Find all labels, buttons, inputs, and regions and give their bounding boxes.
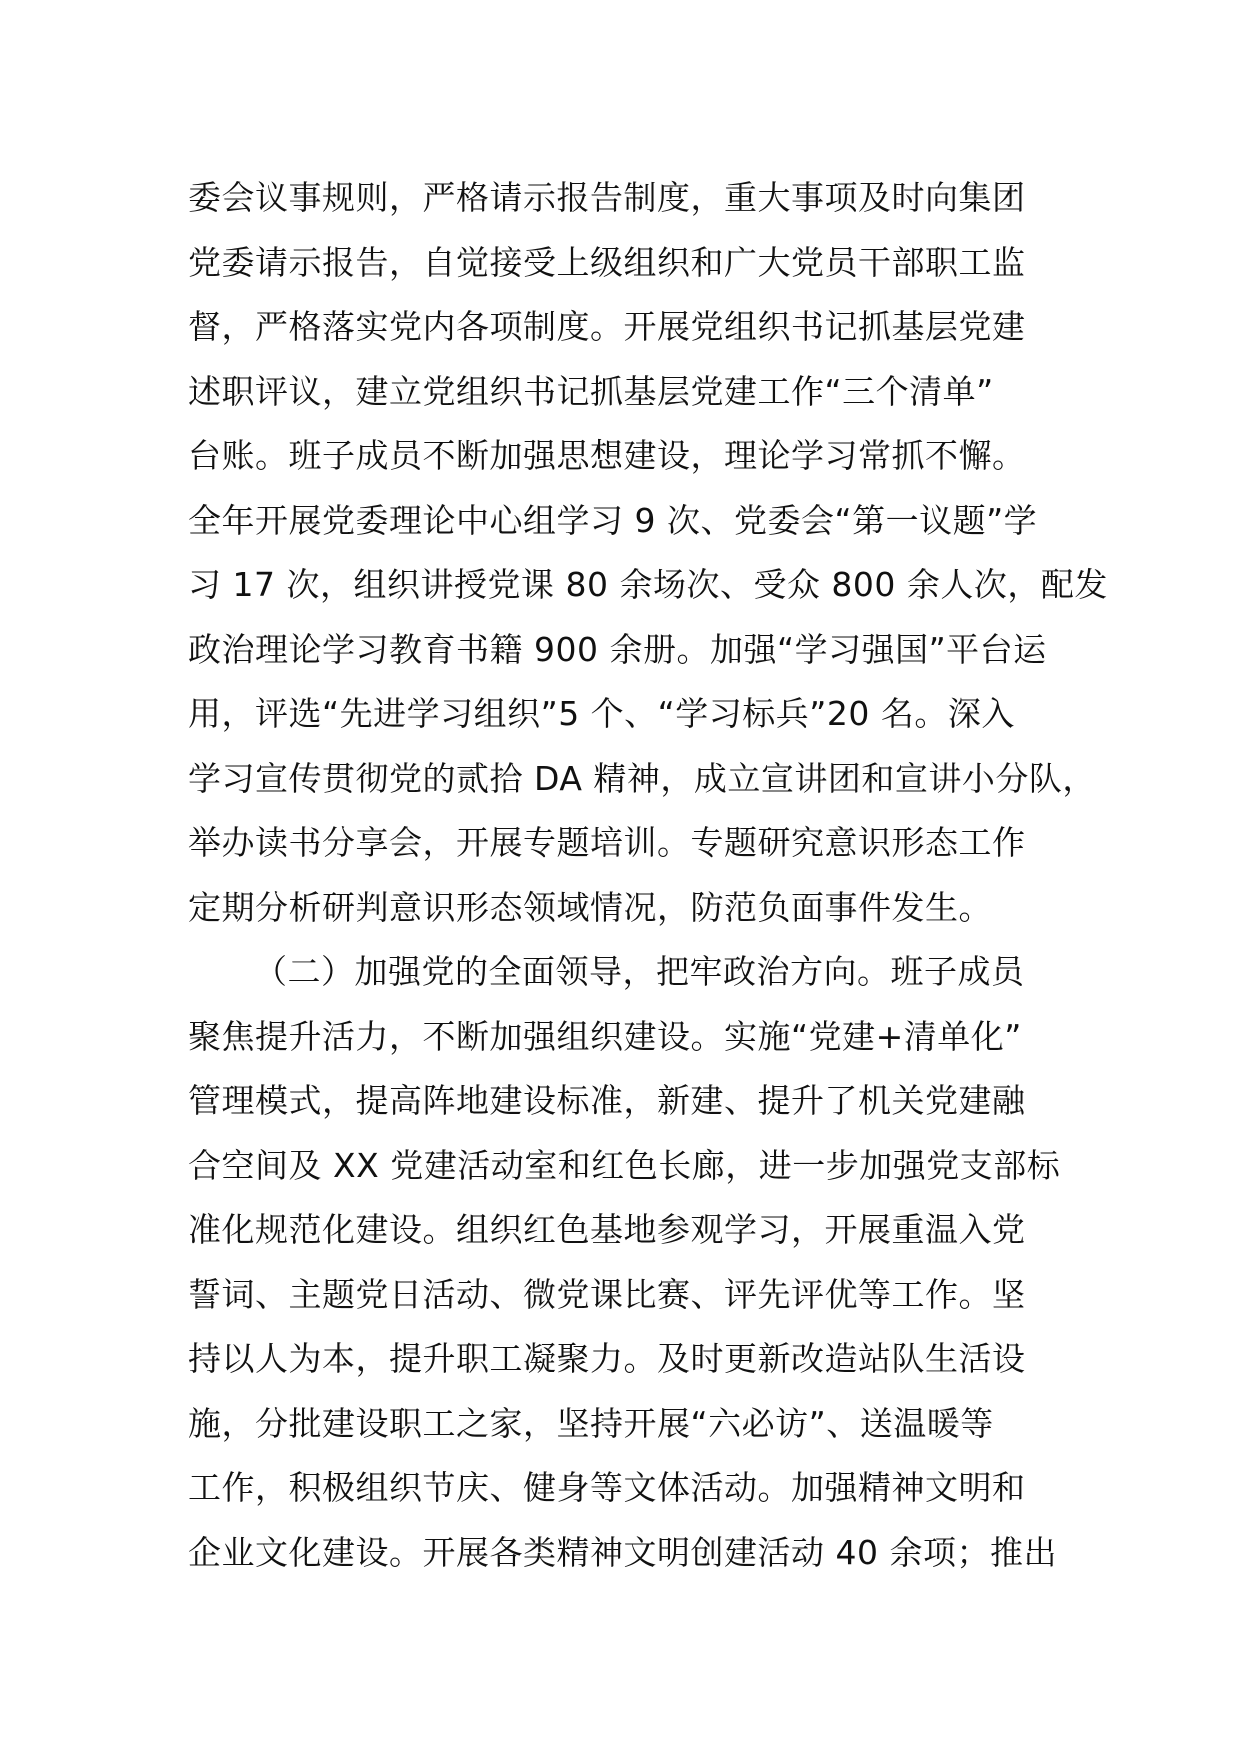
section-heading-line: （二）加强党的全面领导，把牢政治方向。班子成员 xyxy=(254,952,1025,991)
text-line: 企业文化建设。开展各类精神文明创建活动 40 余项；推出 xyxy=(188,1532,1057,1572)
text-line: 准化规范化建设。组织红色基地参观学习，开展重温入党 xyxy=(188,1210,1026,1249)
text-line: 定期分析研判意识形态领域情况，防范负面事件发生。 xyxy=(188,887,992,927)
text-line: 用，评选“先进学习组织”5 个、“学习标兵”20 名。深入 xyxy=(188,694,1015,733)
text-line: 全年开展党委理论中心组学习 9 次、党委会“第一议题”学 xyxy=(188,500,1038,540)
text-line: 举办读书分享会，开展专题培训。专题研究意识形态工作 xyxy=(188,823,1026,862)
text-line: 工作，积极组织节庆、健身等文体活动。加强精神文明和 xyxy=(188,1468,1026,1507)
text-line: 委会议事规则，严格请示报告制度，重大事项及时向集团 xyxy=(188,178,1026,217)
text-line: 聚焦提升活力，不断加强组织建设。实施“党建+清单化” xyxy=(188,1016,1022,1056)
text-line: 持以人为本，提升职工凝聚力。及时更新改造站队生活设 xyxy=(188,1339,1026,1378)
document-body xyxy=(188,166,1108,1585)
text-line: 党委请示报告，自觉接受上级组织和广大党员干部职工监 xyxy=(188,242,1026,282)
text-line: 督，严格落实党内各项制度。开展党组织书记抓基层党建 xyxy=(188,307,1026,346)
text-line: 政治理论学习教育书籍 900 余册。加强“学习强国”平台运 xyxy=(188,629,1047,669)
text-line: 管理模式，提高阵地建设标准，新建、提升了机关党建融 xyxy=(188,1081,1026,1120)
text-line: 誓词、主题党日活动、微党课比赛、评先评优等工作。坚 xyxy=(188,1274,1026,1314)
text-line: 合空间及 XX 党建活动室和红色长廊，进一步加强党支部标 xyxy=(188,1145,1061,1185)
text-line: 习 17 次，组织讲授党课 80 余场次、受众 800 余人次，配发 xyxy=(188,565,1108,604)
text-line: 台账。班子成员不断加强思想建设，理论学习常抓不懈。 xyxy=(188,436,1026,475)
text-line: 施，分批建设职工之家，坚持开展“六必访”、送温暖等 xyxy=(188,1403,994,1443)
text-line: 学习宣传贯彻党的贰拾 DA 精神，成立宣讲团和宣讲小分队， xyxy=(188,758,1096,798)
text-line: 述职评议，建立党组织书记抓基层党建工作“三个清单” xyxy=(188,371,994,411)
